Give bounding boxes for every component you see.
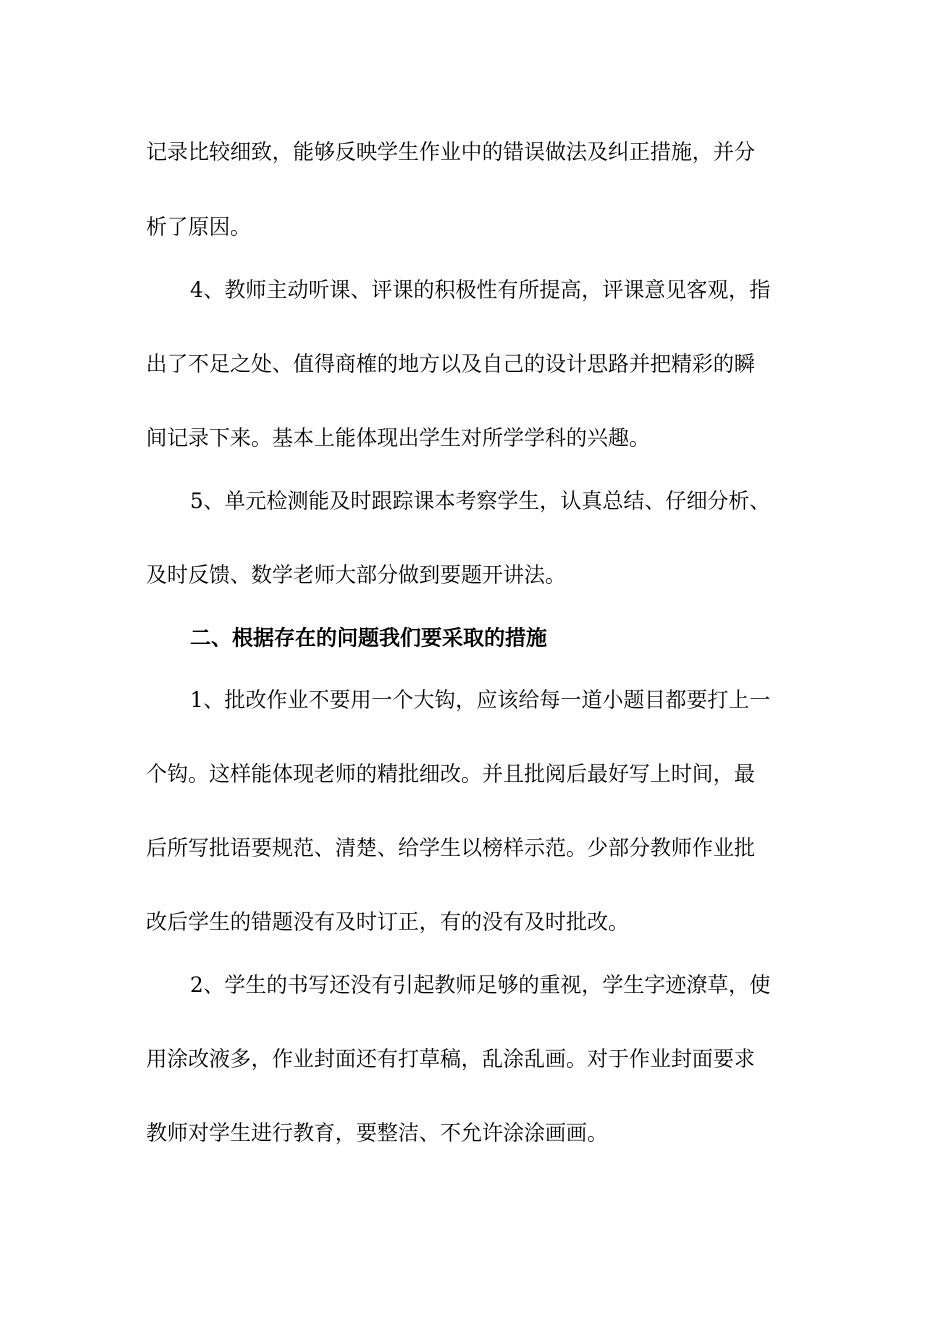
- paragraph-line: 后所写批语要规范、清楚、给学生以榜样示范。少部分教师作业批: [146, 836, 755, 860]
- paragraph-line: 记录比较细致，能够反映学生作业中的错误做法及纠正措施，并分: [146, 140, 755, 164]
- paragraph-line: 教师对学生进行教育，要整洁、不允许涂涂画画。: [146, 1121, 608, 1145]
- paragraph-line: 及时反馈、数学老师大部分做到要题开讲法。: [146, 563, 566, 587]
- paragraph-line: 出了不足之处、值得商榷的地方以及自己的设计思路并把精彩的瞬: [146, 352, 755, 376]
- paragraph-line: 2、学生的书写还没有引起教师足够的重视，学生字迹潦草，使: [190, 973, 771, 997]
- paragraph-line: 析了原因。: [146, 215, 251, 239]
- paragraph-line: 5、单元检测能及时跟踪课本考察学生，认真总结、仔细分析、: [190, 489, 771, 513]
- section-heading: 二、根据存在的问题我们要采取的措施: [190, 626, 547, 650]
- paragraph-line: 间记录下来。基本上能体现出学生对所学学科的兴趣。: [146, 426, 650, 450]
- paragraph-line: 个钩。这样能体现老师的精批细改。并且批阅后最好写上时间，最: [146, 762, 755, 786]
- paragraph-line: 用涂改液多，作业封面还有打草稿，乱涂乱画。对于作业封面要求: [146, 1047, 755, 1071]
- paragraph-line: 改后学生的错题没有及时订正，有的没有及时批改。: [146, 910, 629, 934]
- paragraph-line: 4、教师主动听课、评课的积极性有所提高，评课意见客观，指: [190, 278, 771, 302]
- paragraph-line: 1、批改作业不要用一个大钩，应该给每一道小题目都要打上一: [190, 688, 771, 712]
